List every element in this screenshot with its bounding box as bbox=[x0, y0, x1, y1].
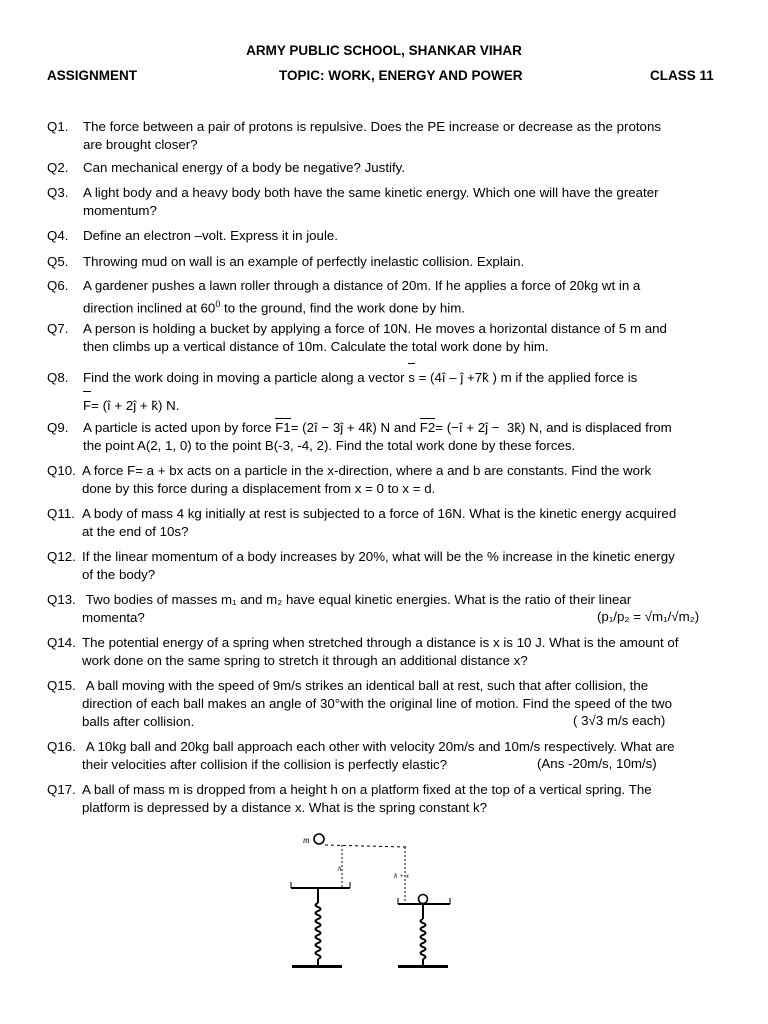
question-number: Q9. bbox=[47, 420, 69, 435]
question-number: Q13. bbox=[47, 592, 76, 607]
question-text: Define an electron –volt. Express it in joule. bbox=[83, 228, 338, 243]
question-number: Q4. bbox=[47, 228, 69, 243]
label-m: m bbox=[303, 835, 310, 845]
ball-bottom bbox=[419, 895, 428, 904]
school-name: ARMY PUBLIC SCHOOL, SHANKAR VIHAR bbox=[246, 43, 522, 58]
spring-left bbox=[316, 903, 321, 959]
question-text: The potential energy of a spring when stretched through a distance is x is 10 J. What is the amount of work done on the same spring to stretch it through an additional distance x? bbox=[82, 635, 679, 668]
vector-f2: F2 bbox=[419, 420, 436, 435]
question-17 bbox=[47, 781, 727, 817]
answer-15: ( 3√3 m/s each) bbox=[573, 713, 666, 728]
question-text: Throwing mud on wall is an example of perfectly inelastic collision. Explain. bbox=[83, 254, 525, 269]
question-2 bbox=[47, 159, 727, 177]
ball-top bbox=[314, 834, 324, 844]
question-number: Q16. bbox=[47, 739, 76, 754]
label-hx: h + x bbox=[394, 872, 409, 880]
question-3 bbox=[47, 184, 727, 220]
vector-s: s bbox=[408, 364, 415, 392]
base-right bbox=[398, 965, 448, 968]
question-5 bbox=[47, 253, 727, 271]
answer-13: (p₁/p₂ = √m₁/√m₂) bbox=[597, 609, 700, 624]
question-number: Q3. bbox=[47, 185, 69, 200]
answer-16: (Ans -20m/s, 10m/s) bbox=[537, 756, 657, 771]
assignment-label: ASSIGNMENT bbox=[47, 68, 138, 83]
question-number: Q1. bbox=[47, 119, 69, 134]
question-text: A particle is acted upon by force F1= (2î − 3ĵ + 4k̂) N and F2= (−î + 2ĵ − 3k̂) N, and is displaced from the point A(2, 1, 0) to the point B(-3, -4, 2). Find the total work done by these forces. bbox=[83, 420, 672, 453]
question-text: A ball of mass m is dropped from a height h on a platform fixed at the top of a vertical spring. The platform is depressed by a distance x. What is the spring constant k? bbox=[82, 782, 652, 815]
height-dashed-line bbox=[325, 845, 406, 847]
class-label: CLASS 11 bbox=[650, 68, 714, 83]
question-number: Q15. bbox=[47, 678, 76, 693]
question-text: Find the work doing in moving a particle along a vector s = (4î – ĵ +7k̂ ) m if the applied force is F= (î + 2ĵ + k̂) N. bbox=[83, 364, 727, 420]
question-text: A ball moving with the speed of 9m/s strikes an identical ball at rest, such that after collision, the direction of each ball makes an angle of 30°with the original line of motion. Find the speed of the two balls after collision. bbox=[82, 678, 672, 729]
label-h: h bbox=[338, 865, 342, 873]
question-number: Q11. bbox=[47, 506, 75, 521]
question-number: Q14. bbox=[47, 635, 76, 650]
vector-f1: F1 bbox=[275, 420, 291, 435]
question-10 bbox=[47, 462, 727, 498]
question-number: Q12. bbox=[47, 549, 76, 564]
question-number: Q2. bbox=[47, 160, 69, 175]
question-6 bbox=[47, 277, 727, 317]
topic-label: TOPIC: WORK, ENERGY AND POWER bbox=[279, 68, 523, 83]
question-number: Q8. bbox=[47, 370, 69, 385]
vector-f: F bbox=[83, 392, 91, 420]
question-9 bbox=[47, 419, 727, 455]
question-11 bbox=[47, 505, 727, 541]
spring-diagram bbox=[286, 825, 452, 973]
question-text: A person is holding a bucket by applying a force of 10N. He moves a horizontal distance of 5 m and then climbs up a vertical distance of 10m. Calculate the total work done by him. bbox=[83, 321, 667, 354]
question-text: If the linear momentum of a body increases by 20%, what will be the % increase in the kinetic energy of the body? bbox=[82, 549, 675, 582]
question-text: A 10kg ball and 20kg ball approach each other with velocity 20m/s and 10m/s respectively. What are their velocities after collision if the collision is perfectly elastic? bbox=[82, 739, 675, 772]
question-text: The force between a pair of protons is repulsive. Does the PE increase or decrease as the protons are brought closer? bbox=[83, 119, 661, 152]
question-number: Q17. bbox=[47, 782, 76, 797]
question-1 bbox=[47, 118, 727, 154]
question-12 bbox=[47, 548, 727, 584]
spring-right bbox=[421, 919, 426, 959]
question-text: A gardener pushes a lawn roller through a distance of 20m. If he applies a force of 20kg wt in a direction inclined at $60^0$ to the ground, find the work done by him. bbox=[83, 278, 641, 316]
question-text: A force F= a + bx acts on a particle in the x-direction, where a and b are constants. Find the work done by this force during a displacement from x = 0 to x = d. bbox=[82, 463, 652, 496]
question-number: Q5. bbox=[47, 254, 69, 269]
question-text: A body of mass 4 kg initially at rest is subjected to a force of 16N. What is the kinetic energy acquired at the end of 10s? bbox=[82, 506, 677, 539]
question-7 bbox=[47, 320, 727, 356]
question-14 bbox=[47, 634, 727, 670]
base-left bbox=[292, 965, 342, 968]
question-text: A light body and a heavy body both have the same kinetic energy. Which one will have the greater momentum? bbox=[83, 185, 659, 218]
question-4 bbox=[47, 227, 727, 245]
question-text: Two bodies of masses m₁ and m₂ have equal kinetic energies. What is the ratio of their linear momenta? bbox=[82, 592, 632, 625]
question-8 bbox=[47, 364, 727, 420]
question-text: Can mechanical energy of a body be negative? Justify. bbox=[83, 160, 406, 175]
question-number: Q10. bbox=[47, 463, 76, 478]
question-number: Q6. bbox=[47, 278, 69, 293]
question-number: Q7. bbox=[47, 321, 69, 336]
